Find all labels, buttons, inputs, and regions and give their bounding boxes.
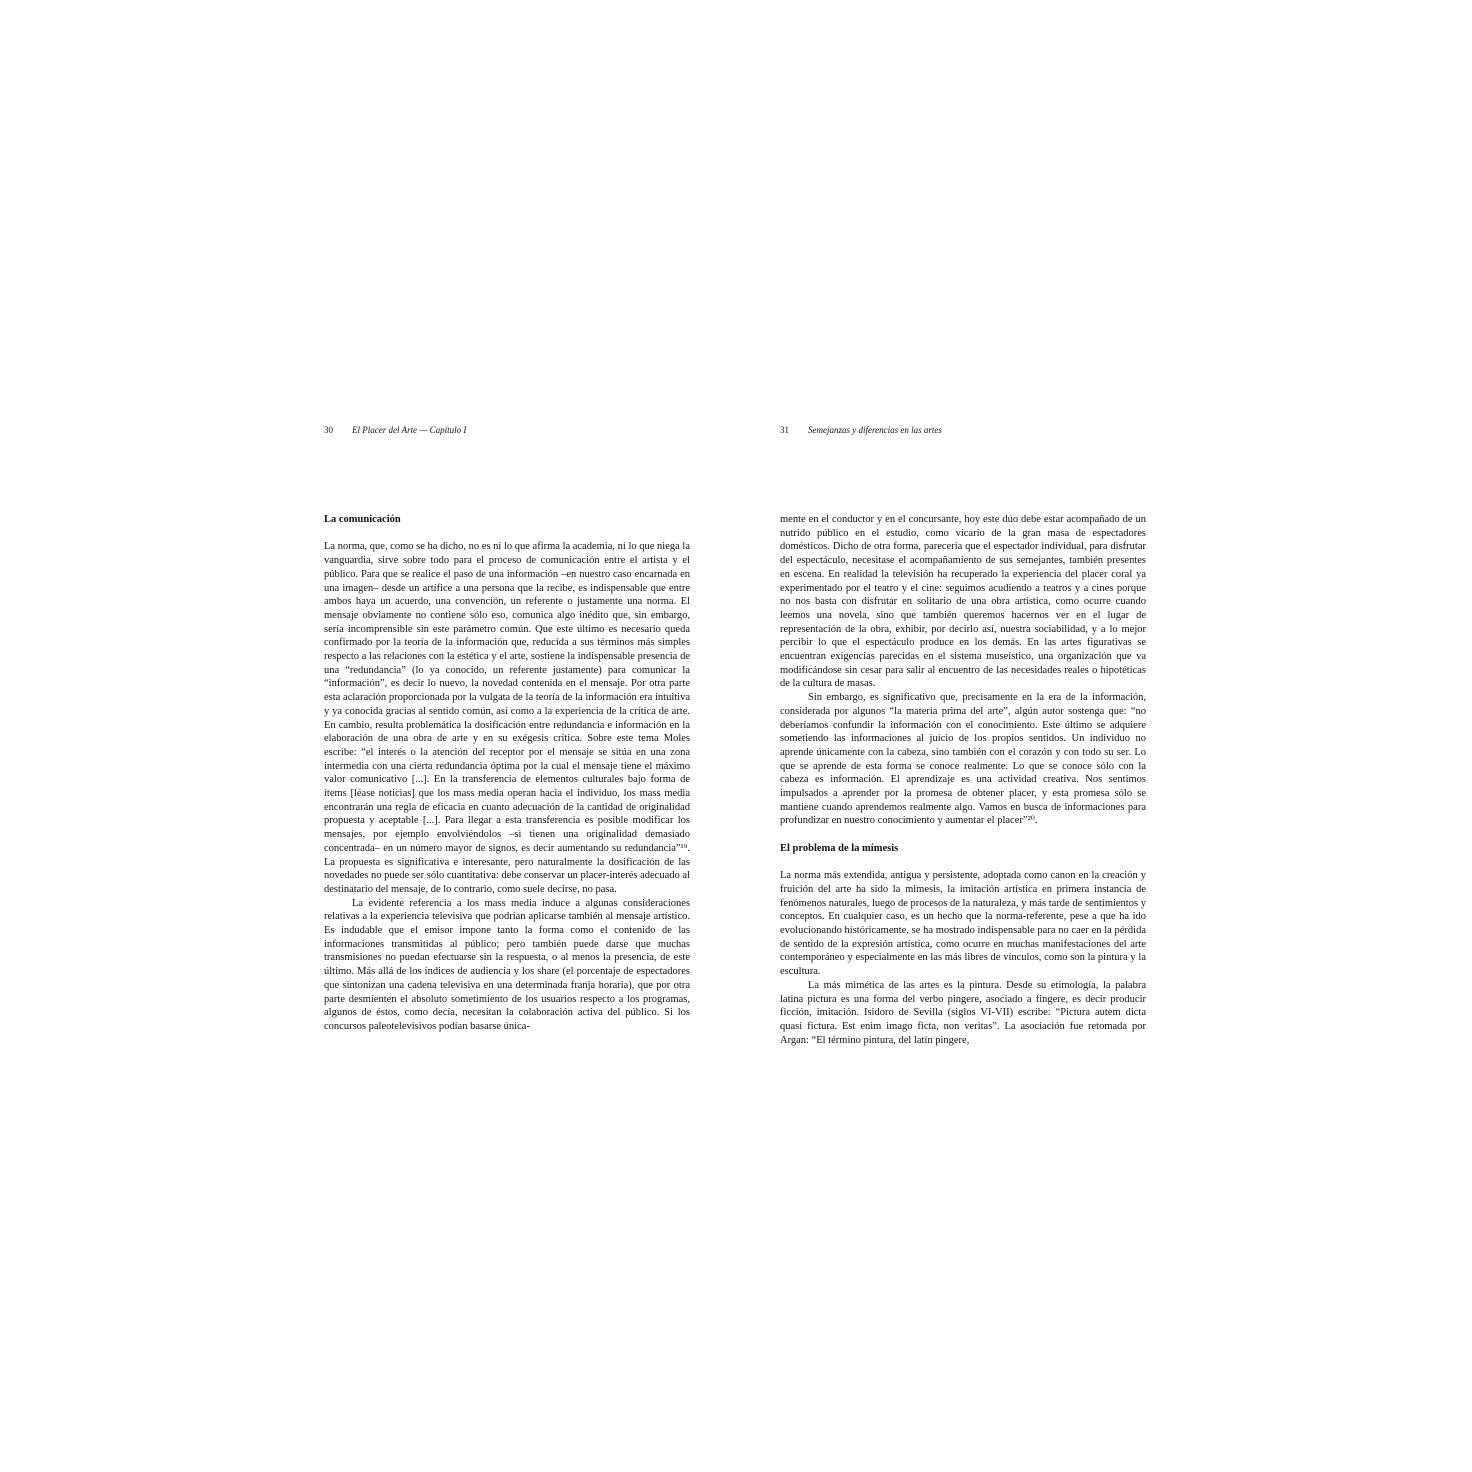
paragraph: La evidente referencia a los mass media induce a algunas consideraciones relativas a la experiencia televisiva que podrían aplicarse también al mensaje artístico. Es indudable que el emisor impone tanto la forma como el contenido de las informaciones transmitidas al público; pero también puede darse que muchas transmisiones no puedan efectuarse sin la respuesta, o al menos la presencia, de este último. Más allá de los índices de audiencia y los share (el porcentaje de espectadores que sintonizan una cadena televisiva en una determinada franja horaria), que por otra parte desmienten el absoluto sometimiento de los usuarios respecto a los programas, algunos de éstos, como decía, necesitan la colaboración activa del público. Si los concursos paleotelevisivos podían basarse única-: [324, 897, 690, 1032]
running-head-right: [780, 424, 942, 436]
paragraph: La norma, que, como se ha dicho, no es ni lo que afirma la academia, ni lo que niega la vanguardia, sirve sobre todo para el proceso de comunicación entre el artista y el público. Para que se realice el paso de una información –en nuestro caso encarnada en una imagen– desde un artífice a una persona que la recibe, es indispensable que entre ambos haya un acuerdo, una convención, un referente o justamente una norma. El mensaje obviamente no contiene sólo eso, comunica algo inédito que, sin embargo, sería incomprensible sin este parámetro común. Que este último es necesario queda confirmado por la teoría de la información que, reducida a sus términos más simples respecto a las relaciones con la estética y el arte, sostiene la indispensable presencia de una “redundancia” (lo ya conocido, un referente justamente) para comunicar la “información”, es decir lo nuevo, la novedad contenida en el mensaje. Por otra parte esta aclaración proporcionada por la vulgata de la teoría de la información era intuitiva y ya conocida gracias al sentido común, así como a la experiencia de la crítica de arte. En cambio, resulta problemática la dosificación entre redundancia e información en la elaboración de una obra de arte y en su exégesis crítica. Sobre este tema Moles escribe: “el interés o la atención del receptor por el mensaje se sitúa en una zona intermedia con una cierta redundancia óptima por la cual el mensaje tiene el máximo valor comunicativo [...]. En la transferencia de elementos culturales bajo forma de ítems [léase noticias] que los mass media operan hacia el individuo, los mass media encontrarán una regla de eficacia en cuanto adecuación de la cantidad de originalidad propuesta y aceptable [...]. Para llegar a esta transferencia es posible modificar los mensajes, por ejemplo envolviéndolos –si tienen una originalidad demasiado concentrada– en un número mayor de signos, es decir aumentando su redundancia”¹⁹. La propuesta es significativa e interesante, pero naturalmente la dosificación de las novedades no puede ser sólo cuantitativa: debe conservar un placer-interés adecuado al destinatario del mensaje, de lo contrario, como suele decirse, no pasa.: [324, 541, 690, 895]
paragraph: La más mimética de las artes es la pintura. Desde su etimología, la palabra latina pictura es una forma del verbo pingere, asociado a fingere, es decir producir ficción, imitación. Isidoro de Sevilla (siglos VI-VII) escribe: “Pictura autem dicta quasi fictura. Est enim imago ficta, non veritas”. La asociación fue retomada por Argan: “El término pintura, del latín pingere,: [780, 979, 1146, 1046]
paragraph: mente en el conductor y en el concursante, hoy este dúo debe estar acompañado de un nutrido público en el estudio, como vicario de la gran masa de espectadores domésticos. Dicho de otra forma, parecería que el espectador individual, para disfrutar del espectáculo, necesitase el acompañamiento de sus semejantes, también presentes en escena. En realidad la televisión ha recuperado la experiencia del placer coral ya experimentado por el teatro y el cine: seguimos acudiendo a teatros y a cines porque no nos basta con disfrutar en solitario de una obra artística, como ocurre cuando leemos una novela, sino que también queremos hacernos ver en el lugar de representación de la obra, exhibir, por decirlo así, nuestra sociabilidad, y a lo mejor percibir lo que el espectáculo produce en los demás. En las artes figurativas se encuentran exigencias parecidas en el sistema museístico, una organización que va modificándose sin cesar para salir al encuentro de las necesidades reales o hipotéticas de la cultura de masas.: [780, 514, 1146, 690]
section-title: El problema de la mímesis: [780, 842, 899, 854]
section-title: La comunicación: [324, 514, 401, 525]
paragraph: La norma más extendida, antigua y persistente, adoptada como canon en la creación y fruición del arte ha sido la mimesis, la imitación artística en primera instancia de fenómenos naturales, luego de procesos de la naturaleza, y más tarde de sentimientos y conceptos. En cualquier caso, es un hecho que la norma-referente, pese a que ha ido evolucionando históricamente, se ha mostrado indispensable para no caer en la pérdida de sentido de la expresión artística, como ocurre en muchas manifestaciones del arte contemporáneo y especialmente en las más libres de vínculos, como son la pintura y la escultura.: [780, 870, 1146, 978]
page-number: 30: [324, 425, 333, 435]
page-number: 31: [780, 425, 789, 435]
paragraph: Sin embargo, es significativo que, precisamente en la era de la información, considerada por algunos “la materia prima del arte”, algún autor sostenga que: “no deberíamos confundir la información con el conocimiento. Este último se adquiere sometiendo las informaciones al juicio de los propios sentidos. Un individuo no aprende únicamente con la cabeza, sino también con el corazón y con todo su ser. Lo que se aprende de esta forma se conoce realmente. Lo que se conoce sólo con la cabeza es información. El aprendizaje es una actividad creativa. Nos sentimos impulsados a aprender por la promesa de obtener placer, y esta promesa sólo se mantiene cuando aprendemos realmente algo. Vamos en busca de informaciones para profundizar en nuestro conocimiento y aumentar el placer”²⁰.: [780, 692, 1146, 827]
running-title: El Placer del Arte — Capítulo I: [352, 425, 467, 435]
running-head-left: [324, 424, 466, 436]
left-text-block: [324, 513, 690, 1034]
right-text-block: [780, 513, 1146, 1047]
running-title: Semejanzas y diferencias en las artes: [808, 425, 942, 435]
